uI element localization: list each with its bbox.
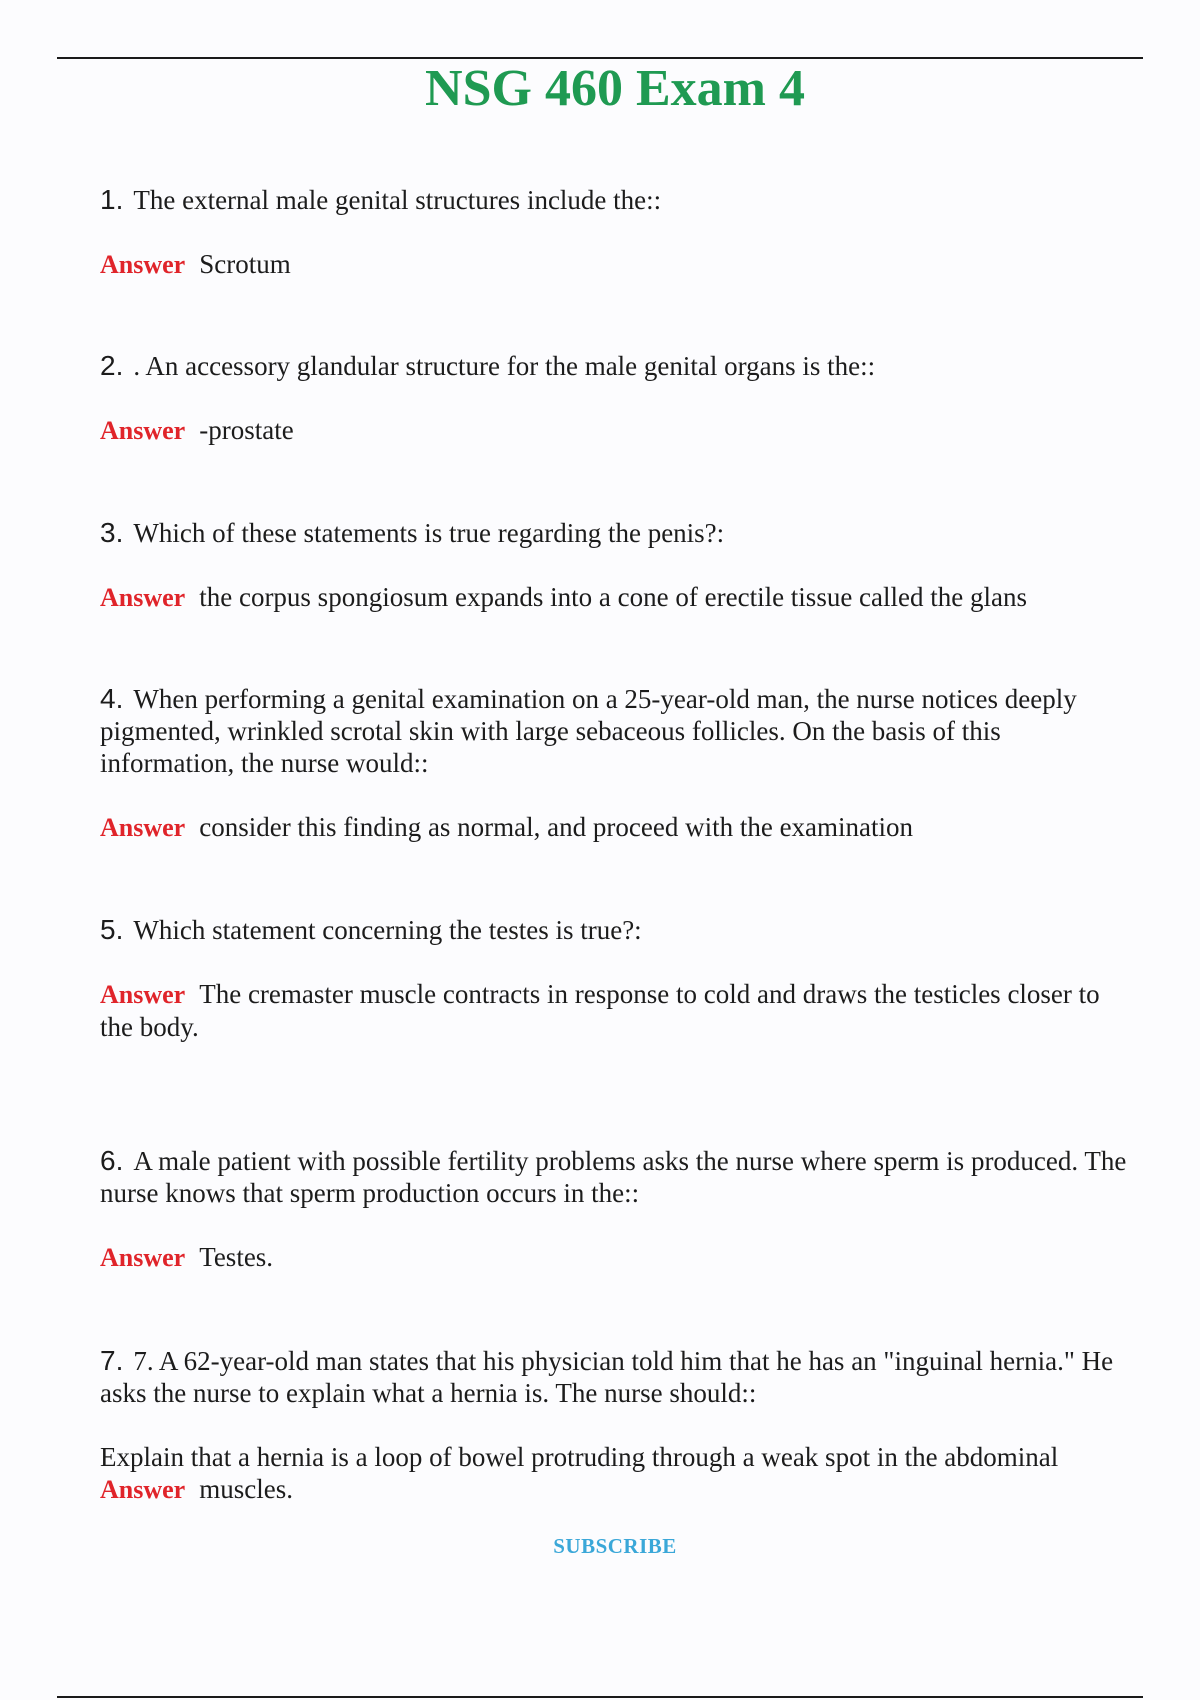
answer-5 xyxy=(100,978,1130,1043)
answer-text-line-2: muscles. xyxy=(199,1474,293,1504)
question-4 xyxy=(100,683,1130,779)
bottom-rule xyxy=(57,1696,1143,1698)
answer-2 xyxy=(100,414,1130,447)
qa-item-7 xyxy=(100,1345,1130,1506)
answer-text: Scrotum xyxy=(199,249,291,279)
qa-item-1 xyxy=(100,184,1130,281)
question-text: When performing a genital examination on a 25-year-old man, the nurse notices deeply pigmented, wrinkled scrotal skin with large sebaceous follicles. On the basis of this information, the nurse would:: xyxy=(100,684,1077,778)
answer-label: Answer xyxy=(100,813,186,842)
answer-6 xyxy=(100,1241,1130,1274)
answer-label: Answer xyxy=(100,416,186,445)
question-3 xyxy=(100,517,1130,549)
answer-text: consider this finding as normal, and proceed with the examination xyxy=(199,812,914,842)
answer-1 xyxy=(100,248,1130,281)
answer-text: The cremaster muscle contracts in response to cold and draws the testicles closer to the body. xyxy=(100,979,1100,1042)
answer-label: Answer xyxy=(100,980,186,1009)
qa-item-4 xyxy=(100,683,1130,844)
question-1 xyxy=(100,184,1130,216)
question-7 xyxy=(100,1345,1130,1409)
answer-4 xyxy=(100,811,1130,844)
answer-text: -prostate xyxy=(199,415,294,445)
question-text: A male patient with possible fertility problems asks the nurse where sperm is produced. The nurse knows that sperm production occurs in the:: xyxy=(100,1146,1127,1208)
answer-label: Answer xyxy=(100,250,186,279)
subscribe-link[interactable]: SUBSCRIBE xyxy=(553,1534,677,1558)
question-number: 6. xyxy=(100,1145,124,1176)
question-number: 1. xyxy=(100,184,124,215)
question-5 xyxy=(100,914,1130,946)
question-text: Which of these statements is true regarding the penis?: xyxy=(133,518,725,548)
qa-item-3 xyxy=(100,517,1130,614)
question-text: 7. A 62-year-old man states that his physician told him that he has an "inguinal hernia." He asks the nurse to explain what a hernia is. The nurse should:: xyxy=(100,1346,1114,1408)
question-number: 3. xyxy=(100,517,124,548)
question-text: The external male genital structures include the:: xyxy=(133,185,662,215)
question-number: 5. xyxy=(100,914,124,945)
qa-item-2 xyxy=(100,350,1130,447)
qa-item-6 xyxy=(100,1145,1130,1274)
answer-label: Answer xyxy=(100,583,186,612)
question-text: . An accessory glandular structure for the male genital organs is the:: xyxy=(133,351,876,381)
answer-text: the corpus spongiosum expands into a cone of erectile tissue called the glans xyxy=(199,582,1027,612)
answer-label: Answer xyxy=(100,1475,186,1504)
page-title: NSG 460 Exam 4 xyxy=(425,60,805,117)
answer-7 xyxy=(100,1441,1130,1506)
qa-item-5 xyxy=(100,914,1130,1043)
question-2 xyxy=(100,350,1130,382)
question-number: 2. xyxy=(100,350,124,381)
answer-text-line-1: Explain that a hernia is a loop of bowel protruding through a weak spot in the abdominal xyxy=(100,1442,1059,1472)
answer-label: Answer xyxy=(100,1243,186,1272)
answer-text: Testes. xyxy=(199,1242,274,1272)
answer-3 xyxy=(100,581,1130,614)
question-number: 4. xyxy=(100,683,124,714)
question-number: 7. xyxy=(100,1345,124,1376)
question-text: Which statement concerning the testes is true?: xyxy=(133,915,642,945)
question-6 xyxy=(100,1145,1130,1209)
